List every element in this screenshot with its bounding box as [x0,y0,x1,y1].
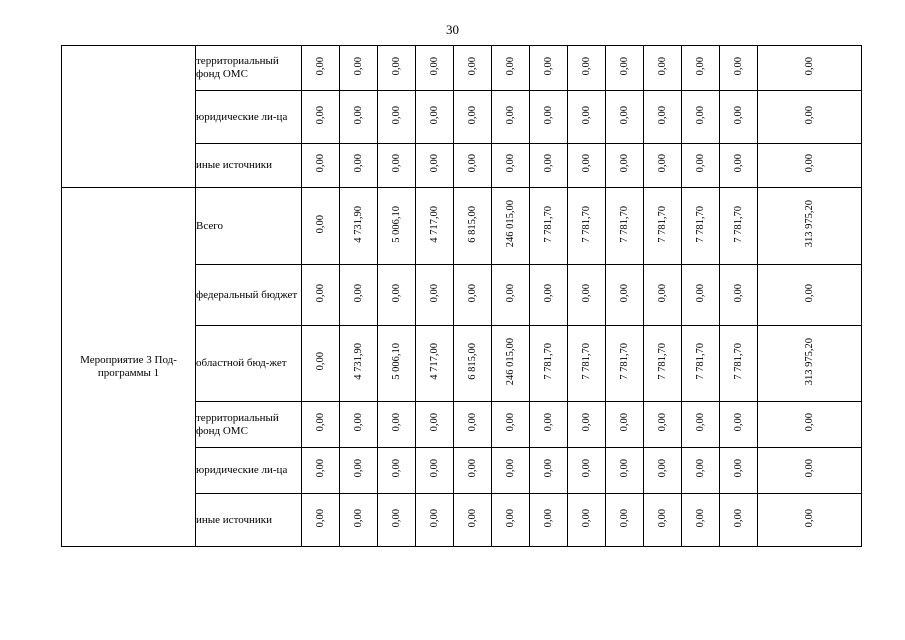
total-cell [758,494,862,547]
value-text: 0,00 [619,105,630,125]
value-cell [568,144,606,188]
value-text: 0,00 [353,154,364,173]
funding-source-cell: иные источники [196,144,302,188]
value-cell [416,265,454,326]
value-cell [340,188,378,265]
value-cell [492,46,530,91]
total-text: 0,00 [804,105,815,125]
value-cell [492,265,530,326]
value-text: 0,00 [391,283,402,303]
value-text: 0,00 [733,56,744,76]
value-text: 0,00 [353,508,364,528]
value-cell [340,402,378,448]
value-text: 0,00 [543,105,554,125]
table-row [62,46,862,91]
value-text: 0,00 [657,283,668,303]
value-text: 0,00 [657,508,668,528]
value-text: 4 731,90 [353,205,364,243]
value-text: 0,00 [505,459,516,478]
value-text: 7 781,70 [695,343,706,380]
value-cell [492,494,530,547]
value-text: 0,00 [657,154,668,173]
total-text: 0,00 [804,56,815,76]
value-cell [454,144,492,188]
value-text: 0,00 [695,508,706,528]
value-text: 0,00 [315,56,326,76]
value-text: 0,00 [581,154,592,173]
total-text: 313 975,20 [804,337,815,386]
value-cell [682,46,720,91]
value-text: 0,00 [467,508,478,528]
value-cell [606,188,644,265]
value-cell [530,91,568,144]
value-text: 7 781,70 [619,205,630,243]
value-cell [606,448,644,494]
value-text: 0,00 [505,413,516,432]
value-text: 0,00 [581,283,592,303]
value-text: 0,00 [315,508,326,528]
value-text: 7 781,70 [581,343,592,380]
funding-source-cell: областной бюд-жет [196,326,302,402]
value-cell [416,91,454,144]
value-text: 0,00 [505,508,516,528]
value-text: 0,00 [505,283,516,303]
value-text: 7 781,70 [619,343,630,380]
value-text: 6 815,00 [467,205,478,243]
value-text: 0,00 [619,154,630,173]
value-cell [302,188,340,265]
page-number: 30 [446,22,459,37]
value-cell [530,402,568,448]
value-text: 0,00 [315,459,326,478]
value-text: 0,00 [315,352,326,371]
value-cell [568,265,606,326]
value-text: 0,00 [695,459,706,478]
funding-source-cell: территориальный фонд ОМС [196,402,302,448]
value-text: 0,00 [315,105,326,125]
value-text: 0,00 [429,283,440,303]
value-cell [302,144,340,188]
value-text: 0,00 [315,214,326,234]
value-cell [378,326,416,402]
value-cell [492,448,530,494]
value-cell [682,188,720,265]
value-cell [378,188,416,265]
value-cell [720,326,758,402]
value-cell [682,402,720,448]
value-text: 0,00 [391,459,402,478]
value-cell [720,188,758,265]
value-text: 0,00 [429,154,440,173]
value-text: 0,00 [429,459,440,478]
value-text: 0,00 [429,105,440,125]
funding-source-cell: юридические ли-ца [196,448,302,494]
value-cell [530,265,568,326]
value-text: 7 781,70 [543,205,554,243]
total-cell [758,144,862,188]
value-cell [492,326,530,402]
value-cell [720,144,758,188]
value-cell [606,494,644,547]
value-cell [644,91,682,144]
total-cell [758,46,862,91]
value-cell [682,326,720,402]
value-text: 6 815,00 [467,343,478,380]
total-cell [758,91,862,144]
value-cell [378,402,416,448]
value-text: 0,00 [733,459,744,478]
value-text: 0,00 [467,105,478,125]
value-cell [340,494,378,547]
value-text: 5 006,10 [391,205,402,243]
value-text: 246 015,00 [505,200,516,248]
value-cell [416,144,454,188]
value-cell [454,265,492,326]
value-cell [340,144,378,188]
value-text: 0,00 [543,508,554,528]
value-text: 0,00 [391,413,402,432]
total-text: 0,00 [804,413,815,432]
value-cell [606,265,644,326]
value-text: 0,00 [315,413,326,432]
value-text: 0,00 [467,56,478,76]
value-text: 0,00 [733,413,744,432]
value-cell [720,265,758,326]
value-cell [416,402,454,448]
value-cell [720,448,758,494]
value-cell [568,91,606,144]
value-text: 0,00 [315,283,326,303]
value-text: 0,00 [657,105,668,125]
total-text: 0,00 [804,154,815,173]
value-cell [454,402,492,448]
value-text: 0,00 [353,105,364,125]
value-text: 0,00 [543,413,554,432]
value-cell [416,326,454,402]
value-cell [530,448,568,494]
value-cell [492,188,530,265]
value-cell [530,188,568,265]
value-text: 0,00 [619,56,630,76]
total-cell [758,402,862,448]
value-cell [378,46,416,91]
value-text: 0,00 [695,154,706,173]
value-cell [302,265,340,326]
value-cell [644,402,682,448]
value-cell [340,448,378,494]
value-text: 0,00 [505,154,516,173]
value-cell [720,402,758,448]
value-cell [568,46,606,91]
value-cell [530,326,568,402]
value-text: 0,00 [657,413,668,432]
value-cell [378,91,416,144]
value-cell [416,46,454,91]
value-cell [606,91,644,144]
financing-table [61,45,862,547]
value-cell [644,448,682,494]
value-text: 0,00 [619,283,630,303]
value-text: 0,00 [429,56,440,76]
value-cell [302,402,340,448]
value-text: 0,00 [391,508,402,528]
value-text: 0,00 [543,154,554,173]
value-text: 0,00 [353,413,364,432]
value-text: 0,00 [657,56,668,76]
value-text: 0,00 [505,56,516,76]
total-text: 313 975,20 [804,200,815,248]
value-text: 0,00 [315,154,326,173]
total-cell [758,326,862,402]
value-text: 0,00 [353,459,364,478]
value-text: 7 781,70 [657,205,668,243]
value-text: 0,00 [467,154,478,173]
value-cell [644,144,682,188]
value-text: 0,00 [733,154,744,173]
value-cell [454,494,492,547]
value-cell [606,46,644,91]
value-cell [302,448,340,494]
value-text: 0,00 [581,105,592,125]
value-text: 0,00 [467,459,478,478]
value-cell [530,144,568,188]
value-text: 0,00 [429,508,440,528]
value-cell [492,144,530,188]
total-cell [758,188,862,265]
value-cell [568,448,606,494]
value-cell [302,46,340,91]
value-text: 7 781,70 [657,343,668,380]
value-cell [492,402,530,448]
value-cell [530,494,568,547]
value-cell [340,326,378,402]
value-text: 0,00 [733,105,744,125]
value-cell [682,265,720,326]
value-text: 0,00 [581,413,592,432]
event-name-cell [62,46,196,188]
total-text: 0,00 [804,283,815,303]
value-text: 0,00 [543,283,554,303]
total-text: 0,00 [804,508,815,528]
value-text: 0,00 [353,283,364,303]
value-cell [302,494,340,547]
total-cell [758,448,862,494]
value-cell [530,46,568,91]
funding-source-cell: юридические ли-ца [196,91,302,144]
value-text: 0,00 [695,413,706,432]
value-cell [340,265,378,326]
value-text: 0,00 [619,508,630,528]
value-cell [606,326,644,402]
value-cell [416,448,454,494]
value-text: 7 781,70 [733,205,744,243]
value-cell [682,448,720,494]
value-cell [720,494,758,547]
value-text: 4 731,90 [353,343,364,380]
value-text: 0,00 [619,413,630,432]
value-text: 7 781,70 [733,343,744,380]
value-cell [340,91,378,144]
total-cell [758,265,862,326]
value-cell [378,265,416,326]
value-text: 0,00 [467,413,478,432]
value-cell [454,326,492,402]
value-text: 0,00 [391,105,402,125]
value-text: 0,00 [695,283,706,303]
funding-source-cell: федеральный бюджет [196,265,302,326]
value-cell [568,402,606,448]
value-cell [340,46,378,91]
value-cell [378,448,416,494]
value-text: 0,00 [695,105,706,125]
value-text: 0,00 [543,459,554,478]
value-cell [682,494,720,547]
value-cell [454,448,492,494]
value-text: 0,00 [391,154,402,173]
value-text: 0,00 [619,459,630,478]
table-row [62,188,862,265]
value-cell [454,188,492,265]
value-cell [492,91,530,144]
value-cell [606,402,644,448]
value-text: 0,00 [581,56,592,76]
value-cell [644,188,682,265]
value-cell [644,326,682,402]
total-text: 0,00 [804,459,815,478]
value-cell [682,91,720,144]
value-cell [720,46,758,91]
value-cell [302,326,340,402]
value-text: 0,00 [657,459,668,478]
funding-source-cell: Всего [196,188,302,265]
value-text: 7 781,70 [695,205,706,243]
table-body [62,46,862,547]
value-text: 4 717,00 [429,343,440,380]
value-text: 0,00 [467,283,478,303]
funding-source-cell: иные источники [196,494,302,547]
value-cell [644,265,682,326]
value-text: 0,00 [543,56,554,76]
value-text: 0,00 [429,413,440,432]
value-cell [682,144,720,188]
value-cell [378,494,416,547]
value-text: 0,00 [353,56,364,76]
value-text: 0,00 [695,56,706,76]
value-text: 5 006,10 [391,343,402,380]
value-text: 7 781,70 [543,343,554,380]
value-cell [720,91,758,144]
value-text: 246 015,00 [505,337,516,386]
value-text: 0,00 [391,56,402,76]
value-text: 0,00 [733,508,744,528]
value-cell [568,188,606,265]
value-text: 4 717,00 [429,205,440,243]
value-cell [416,188,454,265]
value-cell [302,91,340,144]
event-name-cell: Мероприятие 3 Под-программы 1 [62,188,196,547]
value-cell [416,494,454,547]
value-cell [644,494,682,547]
funding-source-cell: территориальный фонд ОМС [196,46,302,91]
value-text: 0,00 [581,508,592,528]
value-cell [606,144,644,188]
value-cell [454,91,492,144]
value-text: 0,00 [733,283,744,303]
value-cell [568,326,606,402]
value-text: 0,00 [581,459,592,478]
value-cell [454,46,492,91]
value-cell [644,46,682,91]
value-cell [568,494,606,547]
value-cell [378,144,416,188]
value-text: 0,00 [505,105,516,125]
value-text: 7 781,70 [581,205,592,243]
